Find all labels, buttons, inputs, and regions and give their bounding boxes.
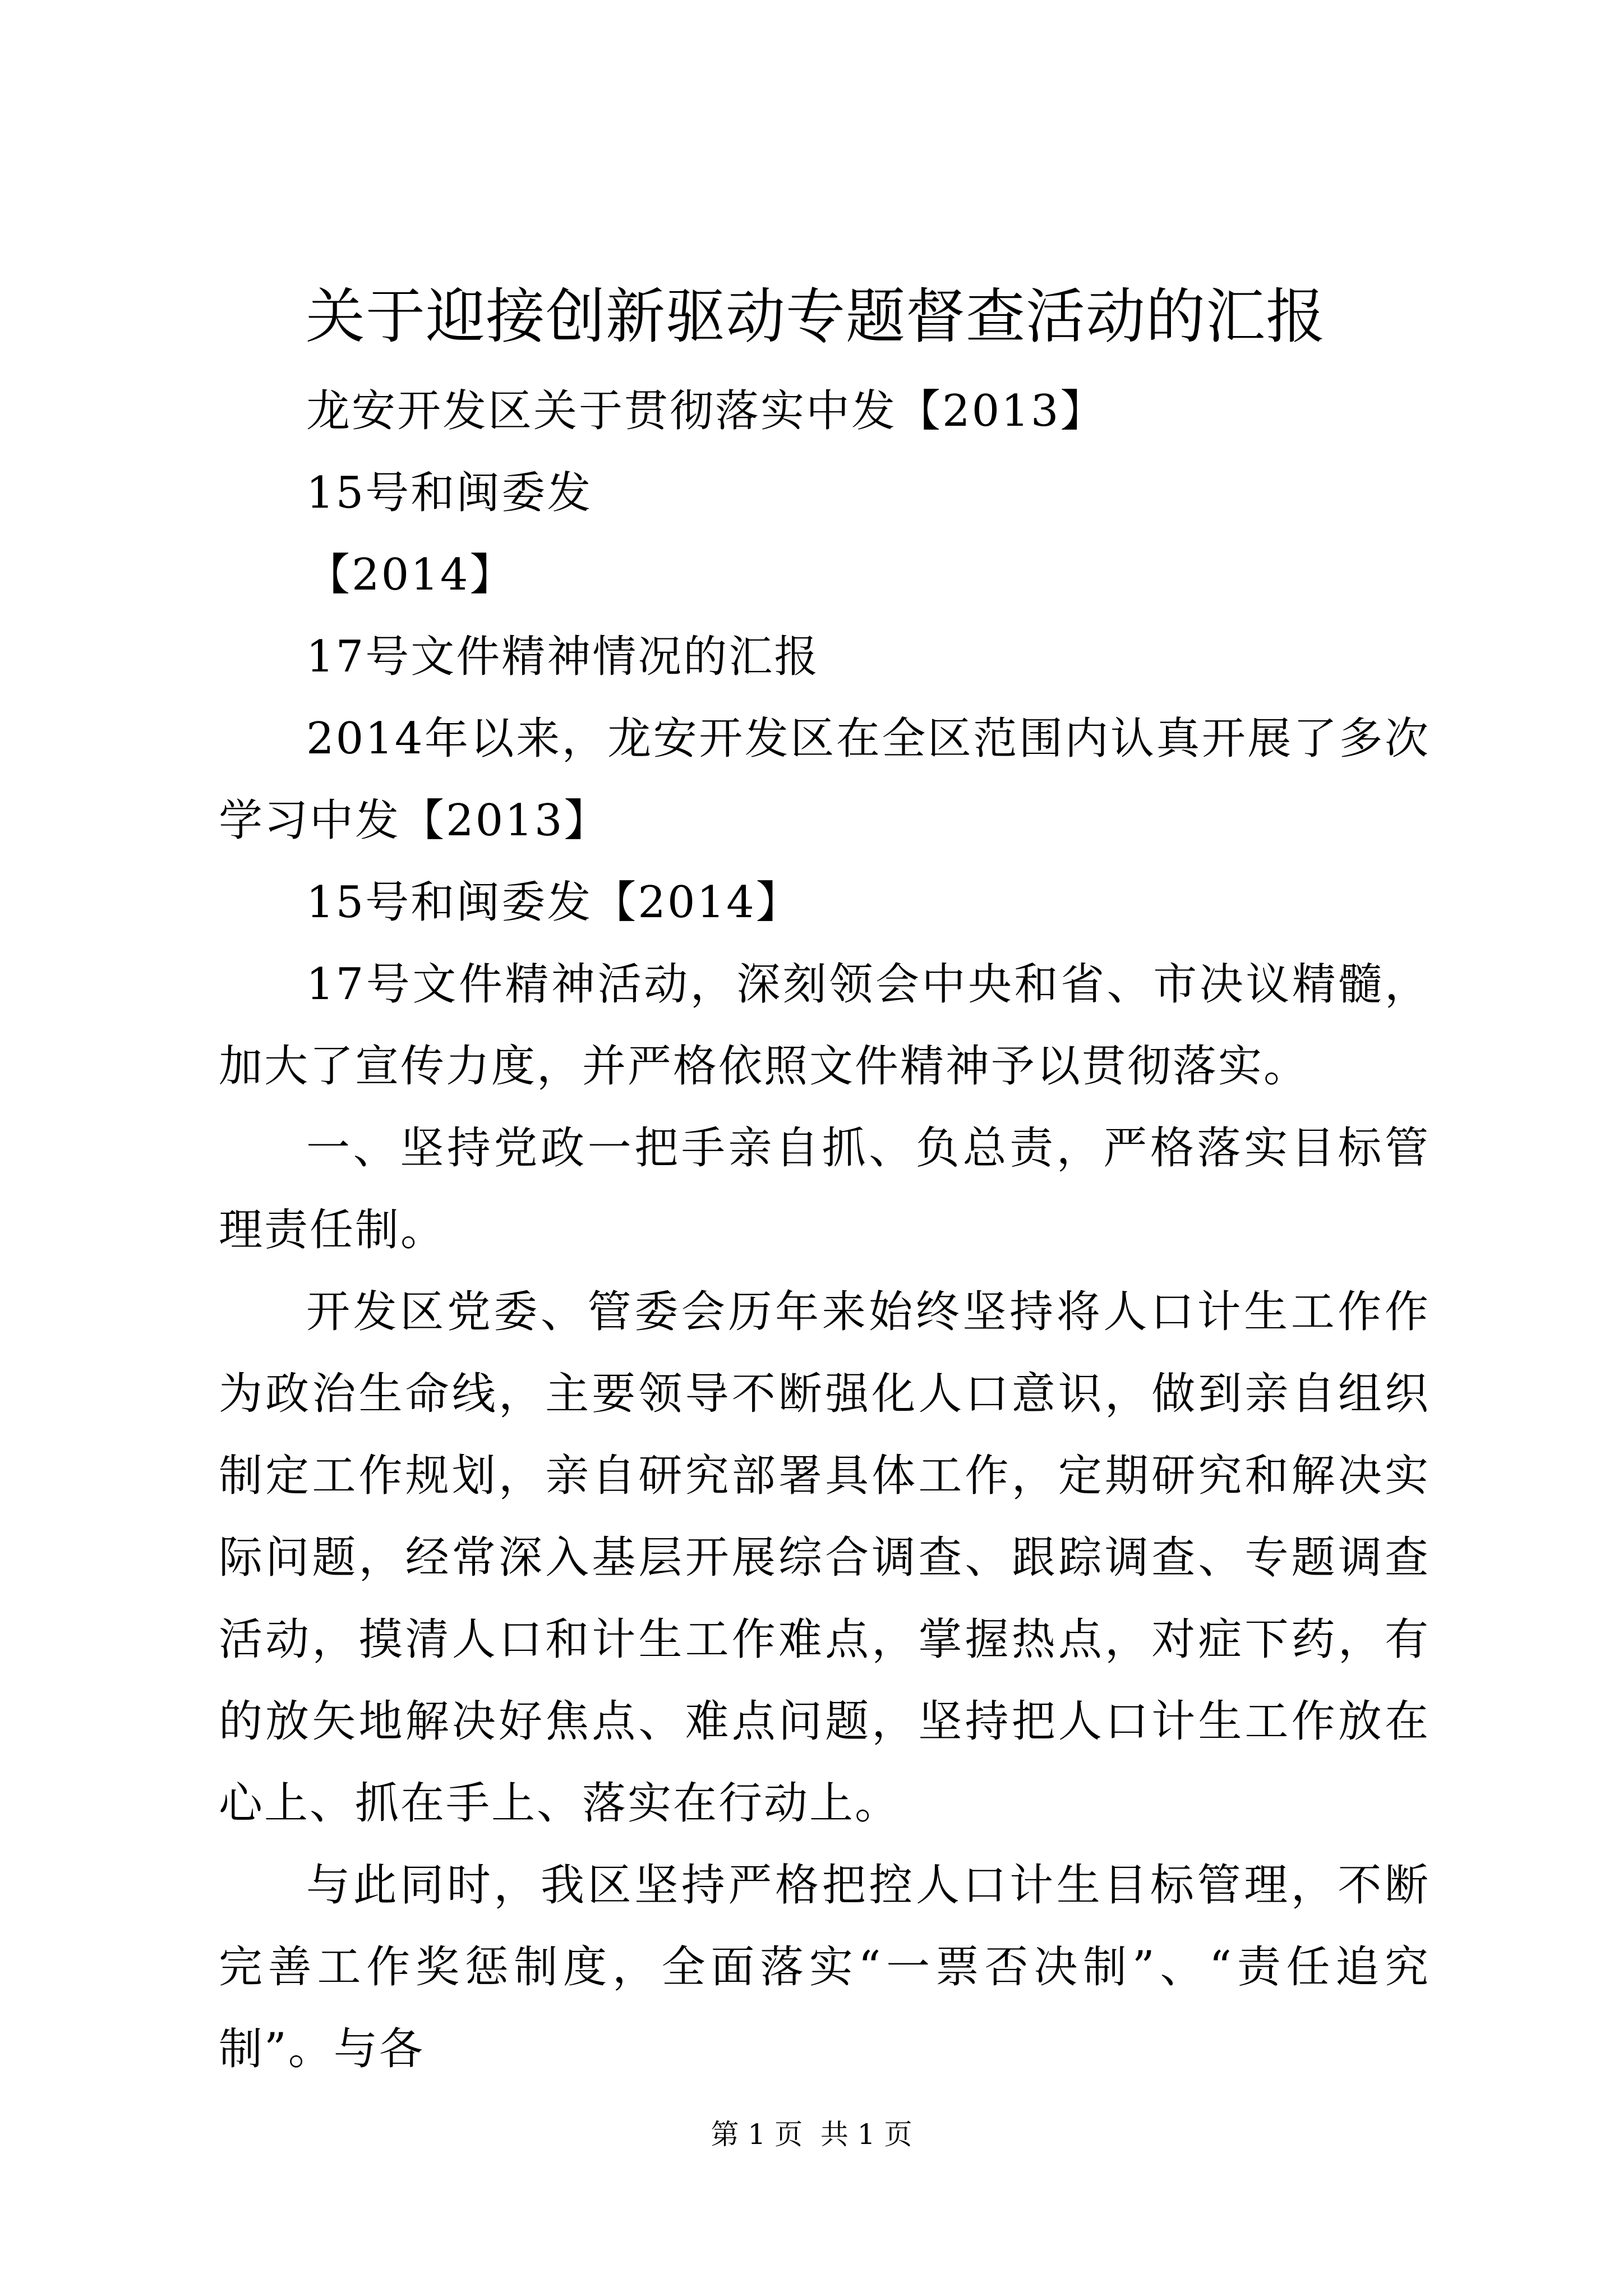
paragraph: 与此同时，我区坚持严格把控人口计生目标管理，不断完善工作奖惩制度，全面落实“一票否决制”、“责任追究制”。与各: [219, 1860, 1430, 2074]
document-body: [219, 370, 1430, 2090]
paragraph: 龙安开发区关于贯彻落实中发【2013】: [306, 386, 1106, 436]
paragraph: 一、坚持党政一把手亲自抓、负总责，严格落实目标管理责任制。: [219, 1123, 1430, 1255]
page-number-footer: 第 1 页 共 1 页: [711, 2118, 912, 2151]
paragraph: 15号和闽委发: [306, 468, 593, 518]
paragraph: 【2014】: [306, 550, 515, 600]
paragraph: 17号文件精神活动，深刻领会中央和省、市决议精髓，加大了宣传力度，并严格依照文件精神予以贯彻落实。: [219, 959, 1430, 1092]
paragraph: 15号和闽委发【2014】: [306, 877, 801, 928]
paragraph: 开发区党委、管委会历年来始终坚持将人口计生工作作为政治生命线，主要领导不断强化人口意识，做到亲自组织制定工作规划，亲自研究部署具体工作，定期研究和解决实际问题，经常深入基层开展综合调查、跟踪调查、专题调查活动，摸清人口和计生工作难点，掌握热点，对症下药，有的放矢地解决好焦点、难点问题，坚持把人口计生工作放在心上、抓在手上、落实在行动上。: [219, 1287, 1430, 1829]
paragraph: 17号文件精神情况的汇报: [306, 632, 820, 682]
paragraph: 2014年以来，龙安开发区在全区范围内认真开展了多次学习中发【2013】: [219, 714, 1430, 846]
document-title: 关于迎接创新驱动专题督查活动的汇报: [306, 282, 1326, 351]
